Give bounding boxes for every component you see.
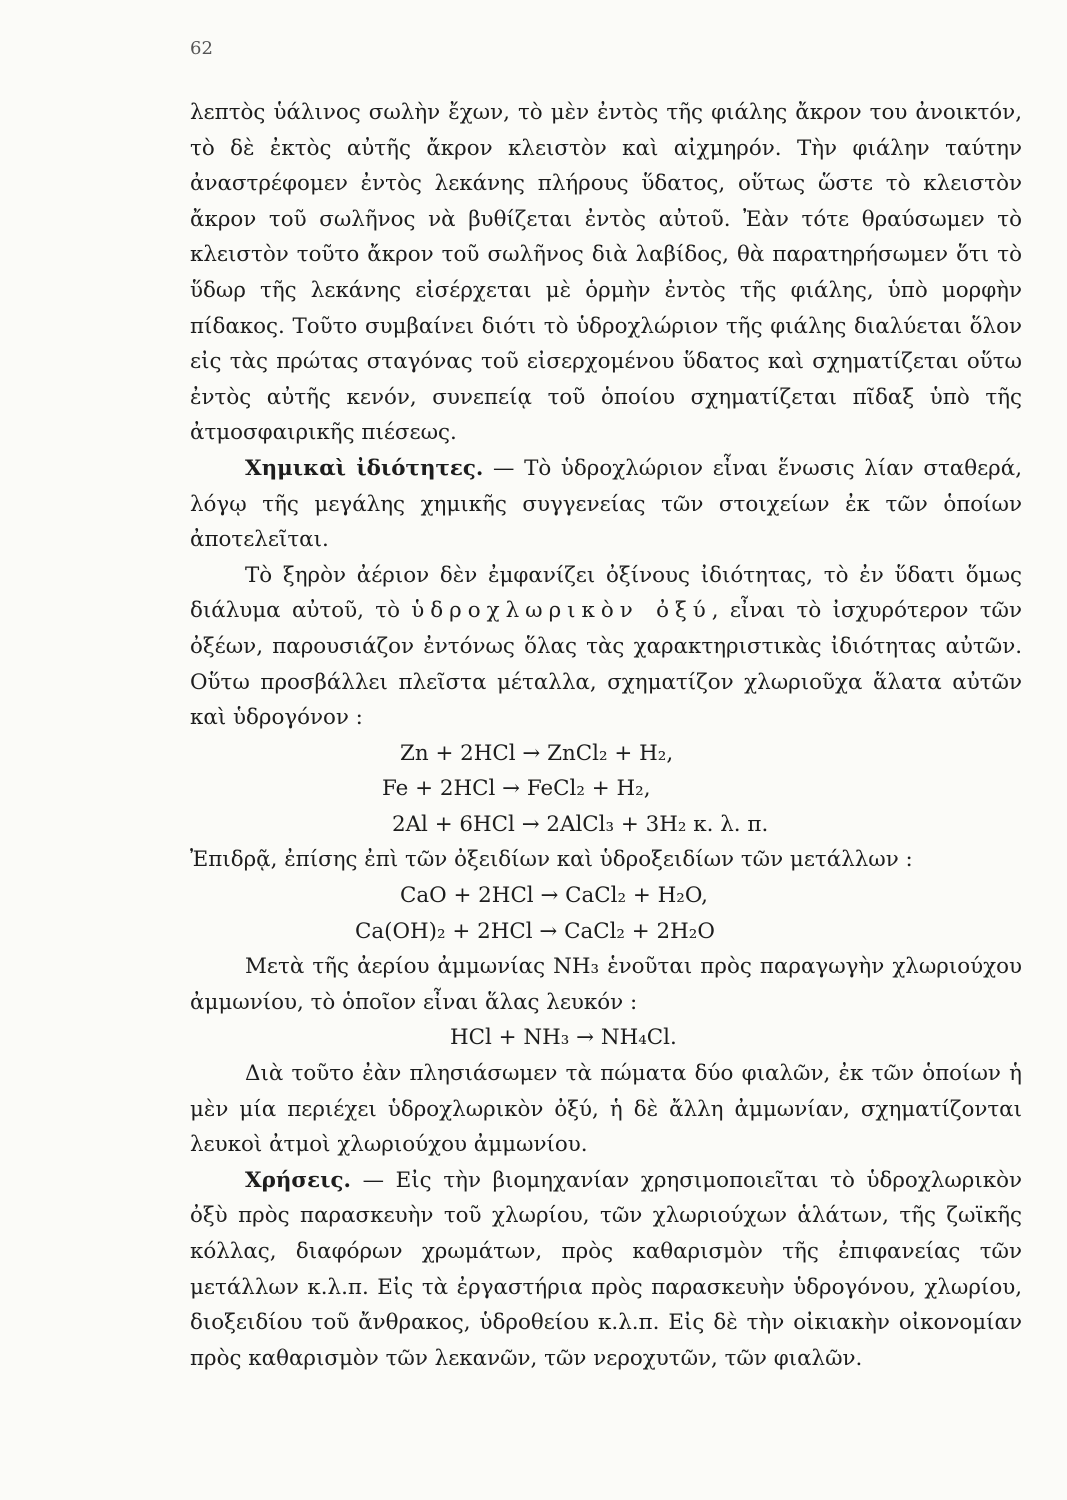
uses-text: — Εἰς τὴν βιομηχανίαν χρησιμοποιεῖται τὸ ὑδροχλωρικὸν ὀξὺ πρὸς παρασκευὴν τοῦ χλωρίου, τῶν χλωριούχων ἁλάτων, τῆς ζωϊκῆς κόλλας, διαφόρων χρωμάτων, πρὸς καθαρισμὸν τῆς ἐπιφανείας τῶν μετάλλων κ.λ.π. Εἰς τὰ ἐργαστήρια πρὸς παρασκευὴν ὑδρογόνου, χλωρίου, διοξειδίου τοῦ ἄνθρακος, ὑδροθείου κ.λ.π. Εἰς δὲ τὴν οἰκιακὴν οἰκονομίαν πρὸς καθαρισμὸν τῶν λεκανῶν, τῶν νεροχυτῶν, τῶν φιαλῶν. [190, 1167, 1022, 1371]
section-heading-chemical-properties: Χημικαὶ ἰδιότητες. [245, 455, 484, 481]
chemical-properties-text: — Τὸ ὑδροχλώριον εἶναι ἕνωσις λίαν σταθερά, λόγῳ τῆς μεγάλης χημικῆς συγγενείας τῶν στοιχείων ἐκ τῶν ὁποίων ἀποτελεῖται. [190, 455, 1022, 553]
paragraph-uses [190, 1163, 1022, 1377]
acid-properties-text-end: , εἶναι τὸ ἰσχυρότερον τῶν ὀξέων, παρουσιάζον ἐντόνως ὅλας τὰς χαρακτηριστικὰς ἰδιότητας αὐτῶν. Οὕτω προσβάλλει πλεῖστα μέταλλα, σχηματίζον χλωριοῦχα ἅλατα αὐτῶν καὶ ὑδρογόνον : [190, 598, 1022, 731]
acid-properties-text-start: Τὸ ξηρὸν ἀέριον δὲν ἐμφανίζει ὀξίνους ἰδιότητας, τὸ ἐν ὕδατι ὅμως διάλυμα αὐτοῦ, τὸ [190, 562, 1022, 624]
section-heading-uses: Χρήσεις. [245, 1167, 351, 1193]
equation-aluminium: 2Al + 6HCl → 2AlCl₃ + 3H₂ κ. λ. π. [392, 811, 769, 837]
paragraph-siphon-experiment: λεπτὸς ὑάλινος σωλὴν ἔχων, τὸ μὲν ἐντὸς τῆς φιάλης ἄκρον του ἀνοικτόν, τὸ δὲ ἐκτὸς αὐτῆς ἄκρον κλειστὸν καὶ αἰχμηρόν. Τὴν φιάλην ταύτην ἀναστρέφομεν ἐντὸς λεκάνης πλήρους ὕδατος, οὕτως ὥστε τὸ κλειστὸν ἄκρον τοῦ σωλῆνος νὰ βυθίζεται ἐντὸς αὐτοῦ. Ἐὰν τότε θραύσωμεν τὸ κλειστὸν τοῦτο ἄκρον τοῦ σωλῆνος διὰ λαβίδος, θὰ παρατηρήσωμεν ὅτι τὸ ὕδωρ τῆς λεκάνης εἰσέρχεται μὲ ὁρμὴν ἐντὸς τῆς φιάλης, ὑπὸ μορφὴν πίδακος. Τοῦτο συμβαίνει διότι τὸ ὑδροχλώριον τῆς φιάλης διαλύεται ὅλον εἰς τὰς πρώτας σταγόνας τοῦ εἰσερχομένου ὕδατος καὶ σχηματίζεται οὕτω ἐντὸς αὐτῆς κενόν, συνεπείᾳ τοῦ ὁποίου σχηματίζεται πῖδαξ ὑπὸ τῆς ἀτμοσφαιρικῆς πιέσεως. [190, 100, 1022, 446]
page-number: 62 [190, 38, 213, 59]
equation-ammonium-chloride: HCl + NH₃ → NH₄Cl. [450, 1025, 677, 1051]
equation-zinc: Zn + 2HCl → ZnCl₂ + H₂, [400, 740, 674, 766]
paragraph-acid-properties [190, 558, 1022, 736]
emphasized-term: ὑδροχλωρικὸν ὀξύ [411, 598, 712, 624]
equation-calcium-oxide: CaO + 2HCl → CaCl₂ + H₂O, [400, 883, 708, 909]
body-text [190, 95, 1022, 1376]
paragraph-chemical-properties [190, 451, 1022, 558]
equation-calcium-hydroxide: Ca(OH)₂ + 2HCl → CaCl₂ + 2H₂O [355, 918, 715, 944]
paragraph-white-fumes: Διὰ τοῦτο ἐὰν πλησιάσωμεν τὰ πώματα δύο φιαλῶν, ἐκ τῶν ὁποίων ἡ μὲν μία περιέχει ὑδροχλωρικὸν ὀξύ, ἡ δὲ ἄλλη ἀμμωνίαν, σχηματίζονται λευκοὶ ἀτμοὶ χλωριούχου ἀμμωνίου. [190, 1061, 1022, 1158]
paragraph-ammonia: Μετὰ τῆς ἀερίου ἀμμωνίας NH₃ ἑνοῦται πρὸς παραγωγὴν χλωριούχου ἀμμωνίου, τὸ ὁποῖον εἶναι ἅλας λευκόν : [190, 954, 1022, 1015]
equation-iron: Fe + 2HCl → FeCl₂ + H₂, [382, 776, 651, 802]
paragraph-oxides: Ἐπιδρᾷ, ἐπίσης ἐπὶ τῶν ὀξειδίων καὶ ὑδροξειδίων τῶν μετάλλων : [190, 847, 913, 873]
